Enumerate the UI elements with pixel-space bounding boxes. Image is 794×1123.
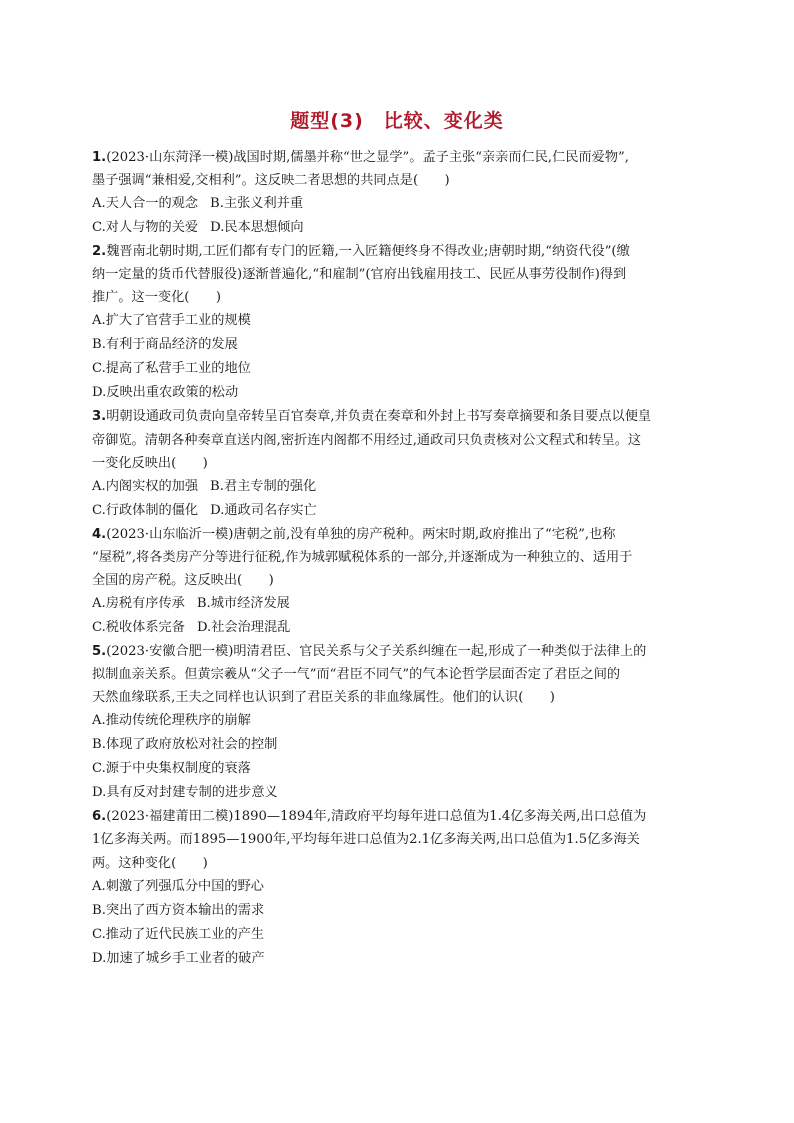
question-text-line	[92, 452, 698, 475]
question-text-line	[92, 852, 698, 875]
option-row	[92, 309, 698, 333]
question-number: 4.	[92, 526, 107, 542]
answer-option: A.天人合一的观念	[92, 196, 199, 212]
option-row	[92, 216, 698, 240]
answer-option: A.推动传统伦理秩序的崩解	[92, 713, 251, 729]
option-row	[92, 875, 698, 899]
answer-option: A.内阁实权的加强	[92, 478, 199, 494]
question-text: (2023·山东菏泽一模)战国时期,儒墨并称“世之显学”。孟子主张“亲亲而仁民,仁民而爱物”,	[106, 150, 629, 165]
option-row	[92, 192, 698, 216]
question-text-line	[92, 569, 698, 592]
option-row	[92, 899, 698, 923]
question-text-line	[92, 146, 698, 169]
answer-option: C.源于中央集权制度的衰落	[92, 761, 251, 777]
option-row	[92, 947, 698, 971]
answer-option: D.加速了城乡手工业者的破产	[92, 950, 265, 966]
option-row	[92, 357, 698, 381]
question-number: 1.	[92, 150, 107, 165]
option-row	[92, 333, 698, 357]
answer-option: B.君主专制的强化	[210, 478, 317, 494]
option-row	[92, 475, 698, 499]
question-number: 2.	[92, 244, 107, 260]
question-text: 纳一定量的货币代替服役)逐渐普遍化,“和雇制”(官府出钱雇用技工、民匠从事劳役制作)得到	[92, 267, 627, 283]
answer-option: B.有利于商品经济的发展	[92, 337, 238, 353]
question-text-line	[92, 286, 698, 309]
option-row	[92, 381, 698, 405]
question-text-line	[92, 828, 698, 851]
question-text: “屋税”,将各类房产分等进行征税,作为城郭赋税体系的一部分,并逐渐成为一种独立的、适用于	[92, 549, 633, 565]
answer-option: A.刺激了列强瓜分中国的野心	[92, 878, 264, 894]
answer-option: C.税收体系完备	[92, 620, 185, 636]
answer-option: A.房税有序传承	[92, 596, 185, 612]
question-text: (2023·福建莆田二模)1890—1894年,清政府平均每年进口总值为1.4亿多海关两,出口总值为	[106, 809, 647, 825]
question-number: 5.	[92, 644, 107, 660]
question-text: 帝御览。清朝各种奏章直送内阁,密折连内阁都不用经过,通政司只负责核对公文程式和转呈。这	[92, 432, 642, 448]
question-text: 全国的房产税。这反映出( )	[92, 572, 274, 588]
page-title: 题型(3) 比较、变化类	[290, 110, 504, 132]
answer-option: C.推动了近代民族工业的产生	[92, 926, 265, 942]
option-row	[92, 733, 698, 757]
question-text: 推广。这一变化( )	[92, 290, 221, 306]
question-text: 拟制血亲关系。但黄宗羲从“父子一气”而“君臣不同气”的气本论哲学层面否定了君臣之间的	[92, 667, 621, 683]
question-text: 1亿多海关两。而1895—1900年,平均每年进口总值为2.1亿多海关两,出口总值为1.5亿多海关	[92, 832, 640, 848]
question-text-line	[92, 546, 698, 569]
question-text-line	[92, 686, 698, 709]
question-text-line	[92, 240, 698, 263]
answer-option: C.提高了私营手工业的地位	[92, 361, 251, 377]
answer-option: D.民本思想倾向	[210, 220, 304, 236]
option-row	[92, 709, 698, 733]
question-text-line	[92, 169, 698, 192]
question-5	[92, 640, 698, 805]
question-number: 3.	[92, 409, 107, 425]
question-text-line	[92, 405, 698, 428]
question-1	[92, 146, 698, 240]
question-text: 两。这种变化( )	[92, 855, 208, 871]
answer-option: B.主张义利并重	[210, 196, 304, 212]
question-6	[92, 805, 698, 970]
answer-option: C.行政体制的僵化	[92, 502, 199, 518]
question-text: (2023·安徽合肥一模)明清君臣、官民关系与父子关系纠缠在一起,形成了一种类似于法律上的	[106, 644, 647, 660]
answer-option: C.对人与物的关爱	[92, 220, 199, 236]
question-text: 天然血缘联系,王夫之同样也认识到了君臣关系的非血缘属性。他们的认识( )	[92, 690, 555, 706]
question-text: 墨子强调“兼相爱,交相利”。这反映二者思想的共同点是( )	[92, 173, 450, 189]
question-text-line	[92, 805, 698, 828]
question-text-line	[92, 640, 698, 663]
question-list	[92, 146, 698, 971]
answer-option: D.反映出重农政策的松动	[92, 385, 239, 401]
question-text-line	[92, 523, 698, 546]
answer-option: A.扩大了官营手工业的规模	[92, 313, 251, 329]
answer-option: B.突出了西方资本输出的需求	[92, 902, 265, 918]
answer-option: D.具有反对封建专制的进步意义	[92, 785, 278, 801]
question-number: 6.	[92, 809, 107, 825]
option-row	[92, 757, 698, 781]
question-4	[92, 523, 698, 640]
option-row	[92, 923, 698, 947]
question-2	[92, 240, 698, 405]
option-row	[92, 499, 698, 523]
question-text-line	[92, 429, 698, 452]
question-text: 明朝设通政司负责向皇帝转呈百官奏章,并负责在奏章和外封上书写奏章摘要和条目要点以便皇	[106, 409, 652, 425]
question-3	[92, 405, 698, 522]
question-text: (2023·山东临沂一模)唐朝之前,没有单独的房产税种。两宋时期,政府推出了“宅税”,也称	[106, 526, 616, 542]
answer-option: D.通政司名存实亡	[210, 502, 317, 518]
question-text-line	[92, 263, 698, 286]
answer-option: B.体现了政府放松对社会的控制	[92, 737, 278, 753]
question-text: 一变化反映出( )	[92, 455, 208, 471]
option-row	[92, 616, 698, 640]
option-row	[92, 592, 698, 616]
answer-option: B.城市经济发展	[196, 596, 290, 612]
question-text: 魏晋南北朝时期,工匠们都有专门的匠籍,一入匠籍便终身不得改业;唐朝时期,“纳资代役”(缴	[106, 244, 630, 260]
question-text-line	[92, 663, 698, 686]
option-row	[92, 781, 698, 805]
answer-option: D.社会治理混乱	[196, 620, 291, 636]
